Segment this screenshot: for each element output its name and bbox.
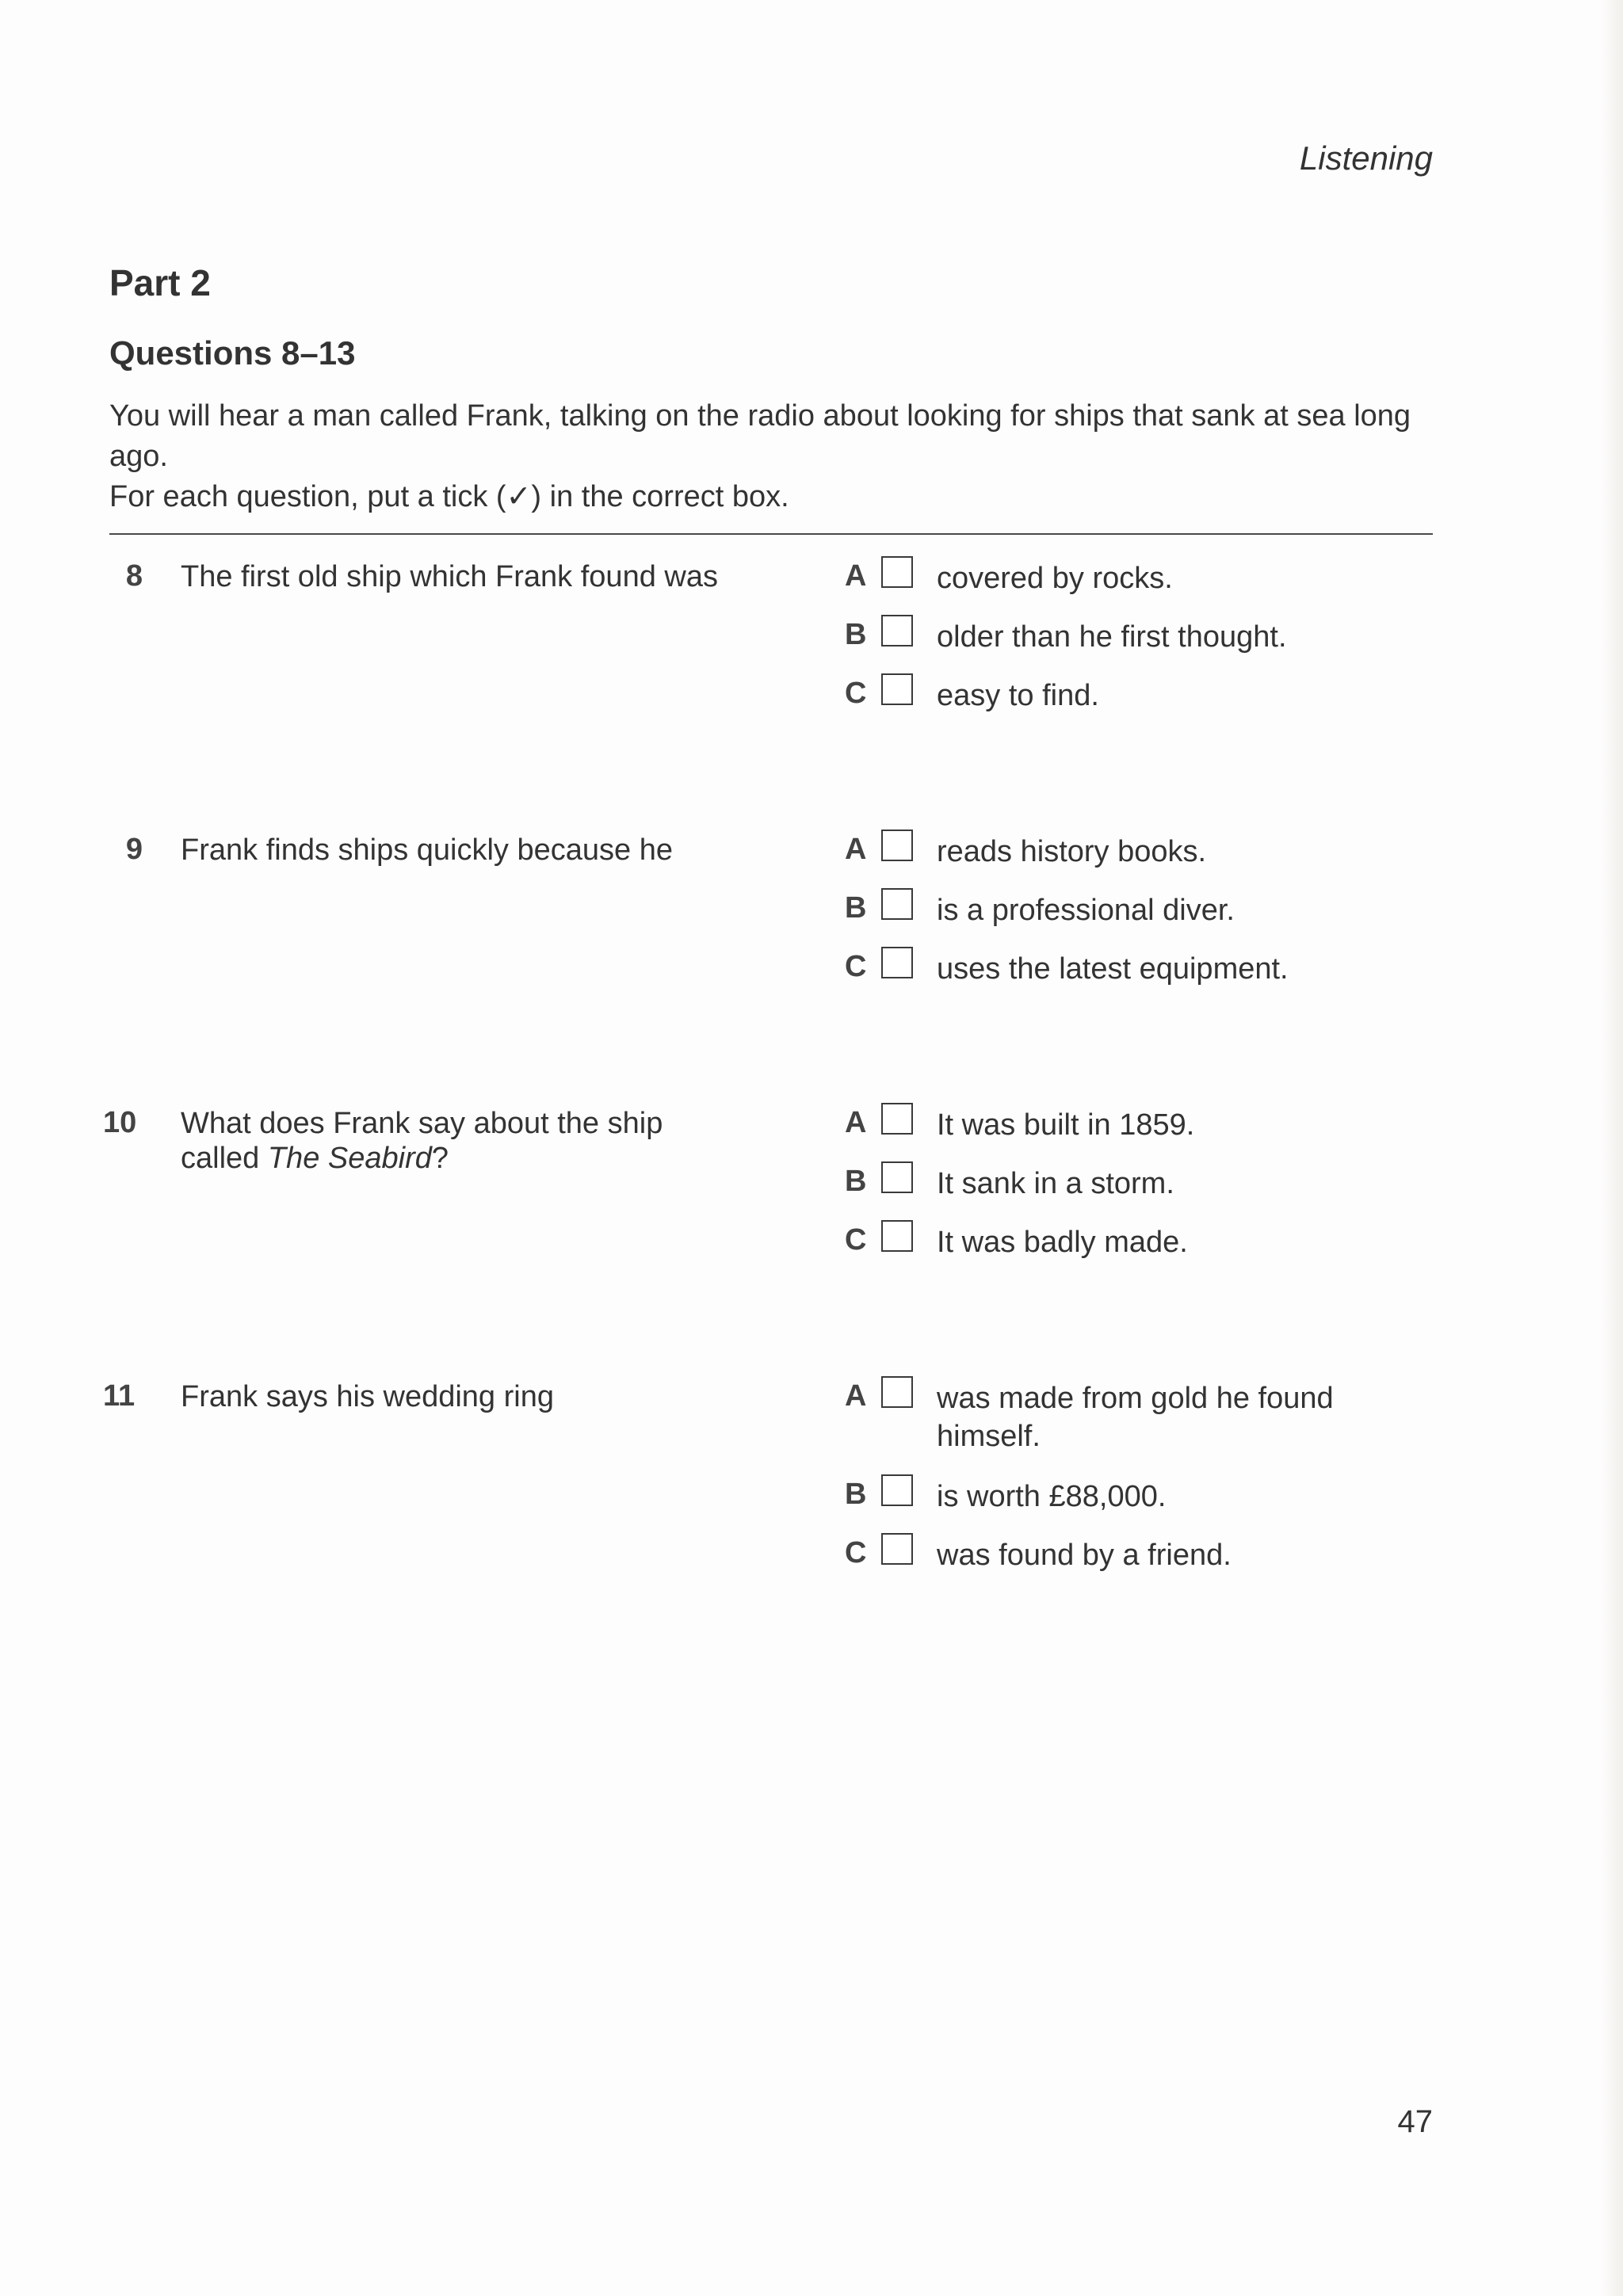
question-stem: Frank says his wedding ring <box>181 1380 554 1413</box>
option-letter: B <box>845 1478 867 1511</box>
tick-box[interactable] <box>881 1161 913 1193</box>
option-a[interactable] <box>840 1100 1442 1158</box>
option-c[interactable] <box>840 1530 1442 1589</box>
option-letter: A <box>845 1106 867 1139</box>
option-b[interactable] <box>840 885 1442 944</box>
question-number: 8 <box>125 559 143 593</box>
option-b[interactable] <box>840 612 1442 670</box>
option-a[interactable] <box>840 1373 1442 1471</box>
option-letter: C <box>845 950 867 983</box>
answer-options <box>840 826 1442 1002</box>
questions-range-heading: Questions 8–13 <box>109 334 356 372</box>
question-stem-text: What does Frank say about the ship called <box>181 1107 663 1175</box>
option-text: uses the latest equipment. <box>937 952 1289 986</box>
option-letter: C <box>845 677 867 710</box>
option-letter: A <box>845 559 867 593</box>
option-text: was found by a friend. <box>937 1539 1232 1572</box>
question-stem: Frank finds ships quickly because he <box>181 833 673 867</box>
question-number: 10 <box>103 1106 137 1139</box>
part-title: Part 2 <box>109 262 211 303</box>
question-number: 11 <box>103 1379 136 1413</box>
tick-box[interactable] <box>881 1533 913 1565</box>
option-text: reads history books. <box>937 835 1207 868</box>
question-stem: The first old ship which Frank found was <box>181 560 718 593</box>
option-letter: B <box>845 618 867 651</box>
question-number: 9 <box>125 833 143 866</box>
instructions <box>109 396 1441 517</box>
option-a[interactable] <box>840 826 1442 885</box>
option-text: It was built in 1859. <box>937 1108 1195 1142</box>
option-text: It sank in a storm. <box>937 1167 1174 1200</box>
answer-options <box>840 1100 1442 1276</box>
option-letter: B <box>845 1165 867 1198</box>
tick-box[interactable] <box>881 556 913 588</box>
tick-box[interactable] <box>881 1474 913 1506</box>
answer-options <box>840 553 1442 729</box>
option-c[interactable] <box>840 670 1442 729</box>
option-c[interactable] <box>840 944 1442 1002</box>
option-text: older than he first thought. <box>937 620 1287 654</box>
section-label: Listening <box>1299 139 1433 177</box>
page-edge-shadow <box>1601 0 1623 2296</box>
divider-rule <box>109 533 1433 535</box>
option-letter: A <box>845 1379 867 1413</box>
tick-box[interactable] <box>881 673 913 705</box>
option-text: easy to find. <box>937 679 1099 712</box>
tick-box[interactable] <box>881 830 913 861</box>
option-c[interactable] <box>840 1217 1442 1276</box>
option-text: is a professional diver. <box>937 894 1235 927</box>
answer-options <box>840 1373 1442 1589</box>
tick-box[interactable] <box>881 1220 913 1252</box>
option-letter: A <box>845 833 867 866</box>
option-text: It was badly made. <box>937 1226 1188 1259</box>
tick-box[interactable] <box>881 1103 913 1135</box>
instructions-line: You will hear a man called Frank, talking on the radio about looking for ships that sank at sea long ago. <box>109 399 1411 473</box>
tick-box[interactable] <box>881 947 913 978</box>
question-stem <box>181 1106 688 1176</box>
option-text: is worth £88,000. <box>937 1480 1167 1513</box>
ship-name: The Seabird <box>267 1142 432 1175</box>
option-letter: C <box>845 1536 867 1569</box>
option-a[interactable] <box>840 553 1442 612</box>
tick-box[interactable] <box>881 888 913 920</box>
tick-box[interactable] <box>881 615 913 646</box>
question-stem-end: ? <box>431 1142 449 1175</box>
tick-box[interactable] <box>881 1376 913 1408</box>
option-letter: C <box>845 1223 867 1257</box>
instructions-line: For each question, put a tick (✓) in the correct box. <box>109 480 789 513</box>
option-b[interactable] <box>840 1158 1442 1217</box>
option-text: was made from gold he found himself. <box>937 1382 1334 1453</box>
option-text: covered by rocks. <box>937 562 1173 595</box>
page-number: 47 <box>1397 2104 1433 2139</box>
option-letter: B <box>845 891 867 925</box>
option-b[interactable] <box>840 1471 1442 1530</box>
